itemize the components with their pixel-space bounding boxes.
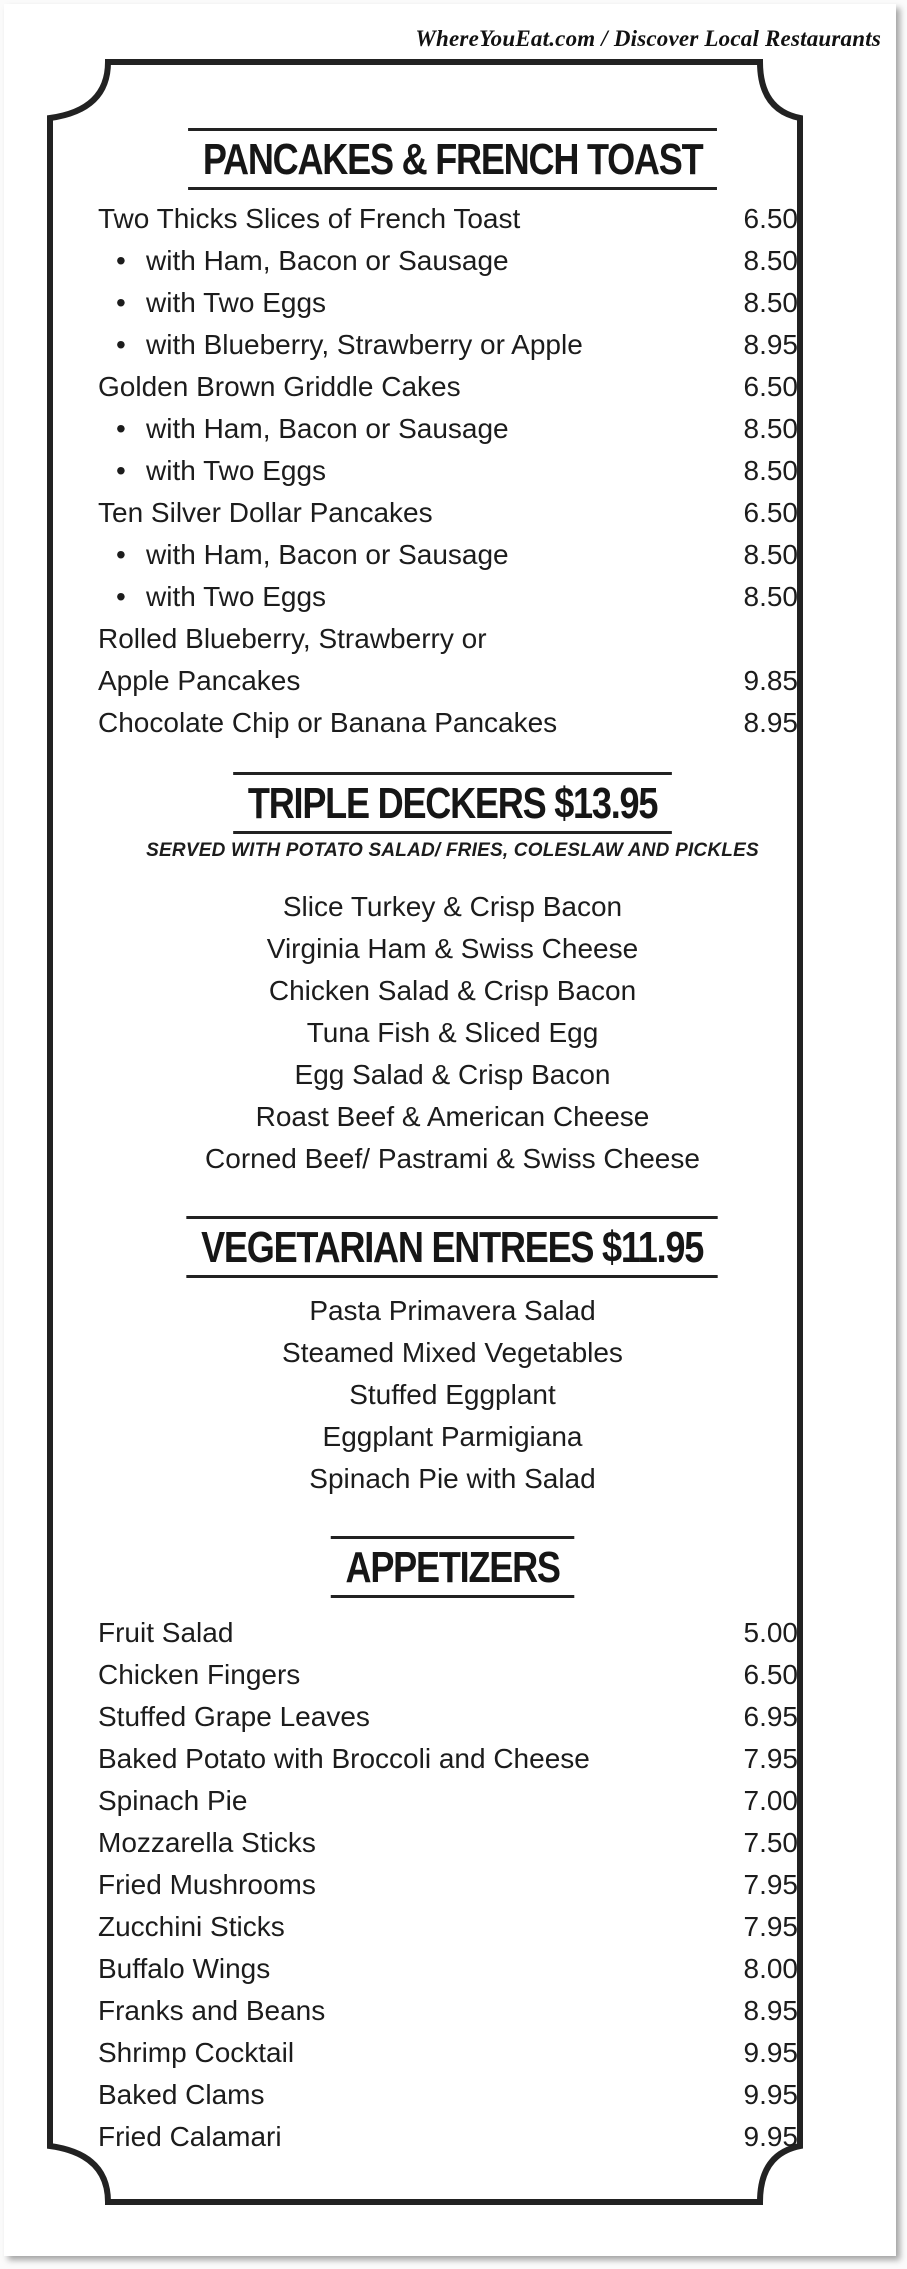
menu-item xyxy=(98,660,798,702)
menu-item-price: 9.85 xyxy=(743,665,798,696)
menu-item-price: 5.00 xyxy=(743,1617,798,1648)
menu-item xyxy=(98,198,798,240)
menu-item: Corned Beef/ Pastrami & Swiss Cheese xyxy=(205,1143,700,1174)
menu-item-name: Chicken Fingers xyxy=(98,1659,301,1690)
menu-item-price: 8.50 xyxy=(743,539,798,570)
menu-item-name: Fried Calamari xyxy=(98,2121,282,2152)
menu-item: Virginia Ham & Swiss Cheese xyxy=(266,933,639,964)
menu-item-name: • with Ham, Bacon or Sausage xyxy=(116,534,509,576)
menu-item-price: 8.50 xyxy=(743,287,798,318)
menu-item-name: • with Two Eggs xyxy=(116,576,326,618)
menu-item-price: 7.00 xyxy=(743,1785,798,1816)
menu-item xyxy=(98,366,798,408)
menu-item-name: Fruit Salad xyxy=(98,1617,234,1648)
menu-item-price: 9.95 xyxy=(743,2037,798,2068)
menu-item: Slice Turkey & Crisp Bacon xyxy=(282,891,623,922)
menu-item-price: 6.50 xyxy=(743,203,798,234)
menu-item: Tuna Fish & Sliced Egg xyxy=(306,1017,599,1048)
menu-content xyxy=(50,60,855,2200)
menu-item xyxy=(98,1906,798,1948)
triple-deckers-served-note: SERVED WITH POTATO SALAD/ FRIES, COLESLAW AND PICKLES xyxy=(146,840,759,861)
menu-item-price: 6.50 xyxy=(743,1659,798,1690)
menu-item-name: Baked Clams xyxy=(98,2079,265,2110)
menu-item-price: 6.50 xyxy=(743,497,798,528)
menu-item xyxy=(98,2116,798,2158)
menu-item: Steamed Mixed Vegetables xyxy=(282,1337,623,1368)
menu-item-price: 9.95 xyxy=(743,2079,798,2110)
menu-item-price: 8.50 xyxy=(743,581,798,612)
menu-item xyxy=(98,282,798,324)
menu-item-name: • with Ham, Bacon or Sausage xyxy=(116,408,509,450)
menu-item xyxy=(98,576,798,618)
menu-item xyxy=(98,2032,798,2074)
menu-item xyxy=(98,1738,798,1780)
menu-item: Stuffed Eggplant xyxy=(349,1379,556,1410)
menu-item xyxy=(98,1654,798,1696)
menu-item xyxy=(98,1696,798,1738)
menu-item-name: Stuffed Grape Leaves xyxy=(98,1701,370,1732)
menu-item xyxy=(98,702,798,744)
menu-item xyxy=(98,1780,798,1822)
section-title-triple-deckers: TRIPLE DECKERS $13.95 xyxy=(50,772,855,834)
menu-item: Egg Salad & Crisp Bacon xyxy=(294,1059,611,1090)
menu-item xyxy=(98,534,798,576)
menu-item-price: 7.50 xyxy=(743,1827,798,1858)
menu-item-name: Mozzarella Sticks xyxy=(98,1827,316,1858)
menu-item-price: 8.50 xyxy=(743,455,798,486)
menu-item-name: Baked Potato with Broccoli and Cheese xyxy=(98,1743,590,1774)
menu-item-name: • with Two Eggs xyxy=(116,282,326,324)
menu-item-price: 8.95 xyxy=(743,329,798,360)
menu-item xyxy=(98,1822,798,1864)
menu-item-price: 6.95 xyxy=(743,1701,798,1732)
menu-item: Chicken Salad & Crisp Bacon xyxy=(268,975,637,1006)
menu-item: Roast Beef & American Cheese xyxy=(255,1101,650,1132)
menu-item-name: Rolled Blueberry, Strawberry or xyxy=(98,623,487,654)
menu-item-name: Two Thicks Slices of French Toast xyxy=(98,203,521,234)
menu-item-name: Fried Mushrooms xyxy=(98,1869,316,1900)
menu-item-name: Spinach Pie xyxy=(98,1785,248,1816)
menu-item-name: Franks and Beans xyxy=(98,1995,326,2026)
menu-item-name: Buffalo Wings xyxy=(98,1953,271,1984)
menu-item-price: 7.95 xyxy=(743,1911,798,1942)
menu-item xyxy=(98,1864,798,1906)
menu-item-price: 8.95 xyxy=(743,1995,798,2026)
menu-item-name: Ten Silver Dollar Pancakes xyxy=(98,497,433,528)
menu-item-name: Zucchini Sticks xyxy=(98,1911,285,1942)
section-title-appetizers: APPETIZERS xyxy=(50,1536,855,1598)
menu-item-price: 8.50 xyxy=(743,245,798,276)
menu-item-name: Chocolate Chip or Banana Pancakes xyxy=(98,707,558,738)
menu-item xyxy=(98,492,798,534)
menu-item xyxy=(98,1612,798,1654)
menu-item-price: 7.95 xyxy=(743,1743,798,1774)
menu-item xyxy=(98,324,798,366)
menu-item-price: 8.95 xyxy=(743,707,798,738)
menu-item xyxy=(98,2074,798,2116)
menu-item-name: • with Blueberry, Strawberry or Apple xyxy=(116,324,583,366)
menu-item-name: • with Two Eggs xyxy=(116,450,326,492)
menu-item-name: • with Ham, Bacon or Sausage xyxy=(116,240,509,282)
menu-item xyxy=(98,450,798,492)
menu-item-price: 6.50 xyxy=(743,371,798,402)
menu-item xyxy=(98,408,798,450)
menu-item-name: Apple Pancakes xyxy=(98,665,301,696)
menu-item xyxy=(98,618,798,660)
menu-item xyxy=(98,1990,798,2032)
menu-item-price: 9.95 xyxy=(743,2121,798,2152)
menu-item: Spinach Pie with Salad xyxy=(309,1463,596,1494)
menu-item xyxy=(98,1948,798,1990)
menu-item-price: 7.95 xyxy=(743,1869,798,1900)
menu-item-price: 8.00 xyxy=(743,1953,798,1984)
menu-item-name: Golden Brown Griddle Cakes xyxy=(98,371,461,402)
menu-item xyxy=(98,240,798,282)
site-header: WhereYouEat.com / Discover Local Restaurants xyxy=(415,26,881,51)
section-title-pancakes: PANCAKES & FRENCH TOAST xyxy=(50,128,855,190)
menu-item-name: Shrimp Cocktail xyxy=(98,2037,295,2068)
menu-item: Pasta Primavera Salad xyxy=(309,1295,596,1326)
menu-item: Eggplant Parmigiana xyxy=(322,1421,583,1452)
menu-item-price: 8.50 xyxy=(743,413,798,444)
section-title-vegetarian: VEGETARIAN ENTREES $11.95 xyxy=(50,1216,855,1278)
